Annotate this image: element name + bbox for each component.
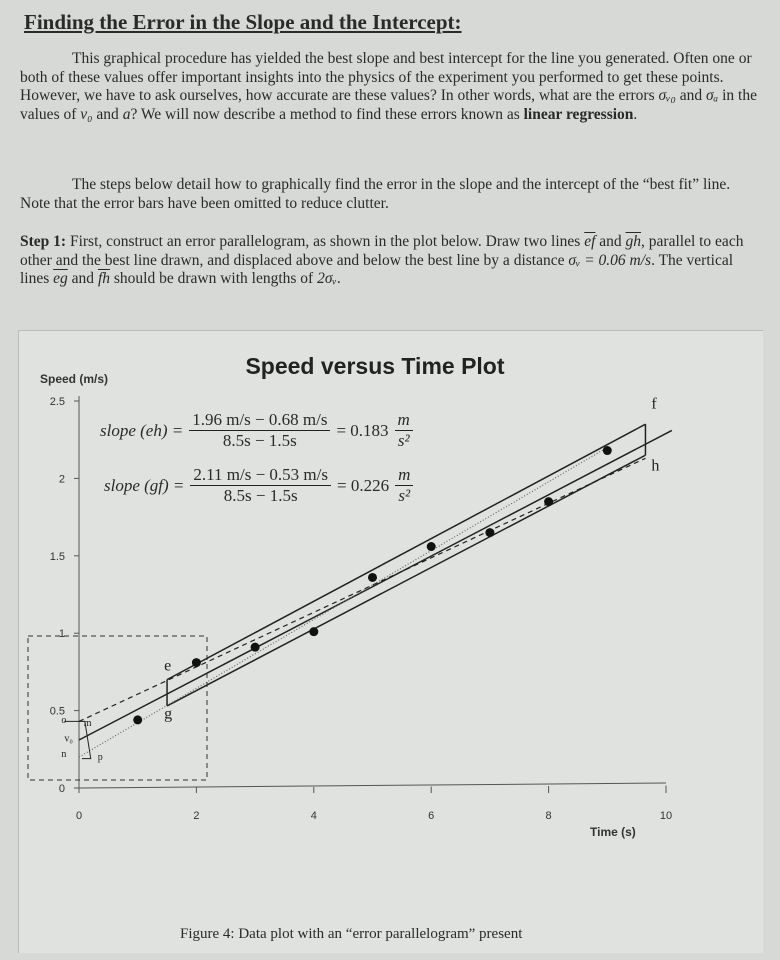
eq-denominator: 8.5s − 1.5s [223, 486, 298, 505]
text: in the values of [20, 87, 757, 123]
eq-result: = 0.183 [336, 420, 389, 440]
text: . [336, 270, 341, 287]
x-tick-label: 2 [193, 810, 200, 822]
math: σᵥ₀ [658, 87, 676, 104]
text: , parallel to each other and the best line drawn, and displaced above and below the best line by a distance [20, 233, 744, 269]
math: σₐ [706, 87, 719, 104]
unit-den: s² [397, 431, 410, 450]
eq-result: = 0.226 [337, 475, 390, 495]
text: . [633, 105, 638, 123]
unit-num: m [395, 410, 413, 431]
math: 2σᵥ [317, 270, 337, 287]
eq-fraction [190, 465, 331, 506]
text: and [67, 270, 98, 287]
math: $\overline{ef}$ [584, 233, 596, 250]
text: ? We will now describe a method to find these errors known as [130, 105, 524, 123]
math: σᵥ = 0.06 m/s [568, 251, 652, 269]
data-point [192, 658, 201, 667]
step1-paragraph [20, 233, 760, 289]
eq-lhs: slope (eh) = [100, 420, 184, 440]
text: This graphical procedure has yielded the best slope and best intercept for the line you generated. Often one or both of these values offer important insights into the physics of the experiment you performed to get these points. However, we have to ask ourselves, how accurate are these values? In other words, what are the errors [20, 50, 752, 104]
point-label-v₀: v₀ [64, 733, 73, 745]
figure-caption: Figure 4: Data plot with an “error parallelogram” present [180, 926, 523, 942]
x-tick-label: 0 [75, 810, 83, 822]
x-axis-label: Time (s) [590, 825, 636, 839]
eq-fraction [189, 410, 330, 451]
eq-denominator: 8.5s − 1.5s [222, 431, 297, 450]
x-tick-label: 4 [310, 810, 317, 822]
y-tick-label: 1 [58, 628, 65, 641]
math: v₀ [80, 105, 93, 123]
math: $\overline{eg}$ [53, 270, 68, 287]
point-label-n: n [61, 749, 67, 761]
eq-numerator: 2.11 m/s − 0.53 m/s [190, 465, 331, 486]
data-point [427, 542, 436, 551]
point-label-p: p [97, 752, 103, 764]
text: The steps below detail how to graphically find the error in the slope and the intercept of the “best fit” line. Note that the error bars have been omitted to reduce clutter. [20, 176, 731, 212]
x-tick-label: 8 [545, 810, 552, 822]
math: $\overline{gh}$ [625, 233, 642, 250]
data-point [368, 573, 377, 582]
data-point [133, 715, 142, 724]
data-point [544, 497, 553, 506]
point-label-g: g [164, 705, 173, 723]
text: . The vertical lines [20, 251, 734, 287]
point-label-m: m [83, 718, 92, 730]
y-tick-label: 2 [58, 473, 65, 486]
point-label-e: e [164, 657, 172, 675]
data-point [485, 528, 494, 537]
steps-paragraph [20, 176, 760, 213]
y-tick-label: 1.5 [49, 550, 65, 563]
data-point [251, 643, 260, 652]
intro-paragraph [20, 50, 760, 124]
y-axis-label: Speed (m/s) [40, 372, 109, 386]
eq-lhs: slope (gf) = [104, 475, 185, 495]
text: should be drawn with lengths of [110, 270, 318, 287]
text: and [595, 233, 626, 250]
equation-slope-gf [104, 465, 413, 506]
data-point [309, 627, 318, 636]
text: First, construct an error parallelogram, as shown in the plot below. Draw two lines [66, 233, 585, 250]
y-tick-label: 2.5 [49, 396, 65, 408]
x-tick-label: 10 [659, 810, 673, 822]
y-tick-label: 0.5 [49, 705, 65, 718]
step-label: Step 1: [20, 233, 67, 250]
text: and [675, 87, 707, 104]
eq-unit [395, 410, 413, 451]
x-tick-label: 6 [428, 810, 435, 822]
point-label-o: o [61, 714, 67, 726]
y-tick-label: 0 [58, 783, 65, 795]
unit-num: m [395, 465, 413, 486]
eq-numerator: 1.96 m/s − 0.68 m/s [189, 410, 330, 431]
x-axis [79, 783, 666, 788]
point-label-h: h [651, 457, 660, 475]
math: a [122, 105, 131, 123]
chart-title: Speed versus Time Plot [245, 353, 505, 379]
bold-term: linear regression [523, 105, 634, 123]
point-label-f: f [651, 395, 657, 413]
equation-slope-eh [100, 410, 413, 451]
data-point [603, 446, 612, 455]
math: $\overline{fh}$ [97, 270, 110, 287]
text: and [92, 105, 123, 123]
eq-unit [395, 465, 413, 506]
page-heading: Finding the Error in the Slope and the Intercept: [24, 10, 462, 34]
line-ef [167, 424, 645, 679]
unit-den: s² [398, 486, 411, 505]
